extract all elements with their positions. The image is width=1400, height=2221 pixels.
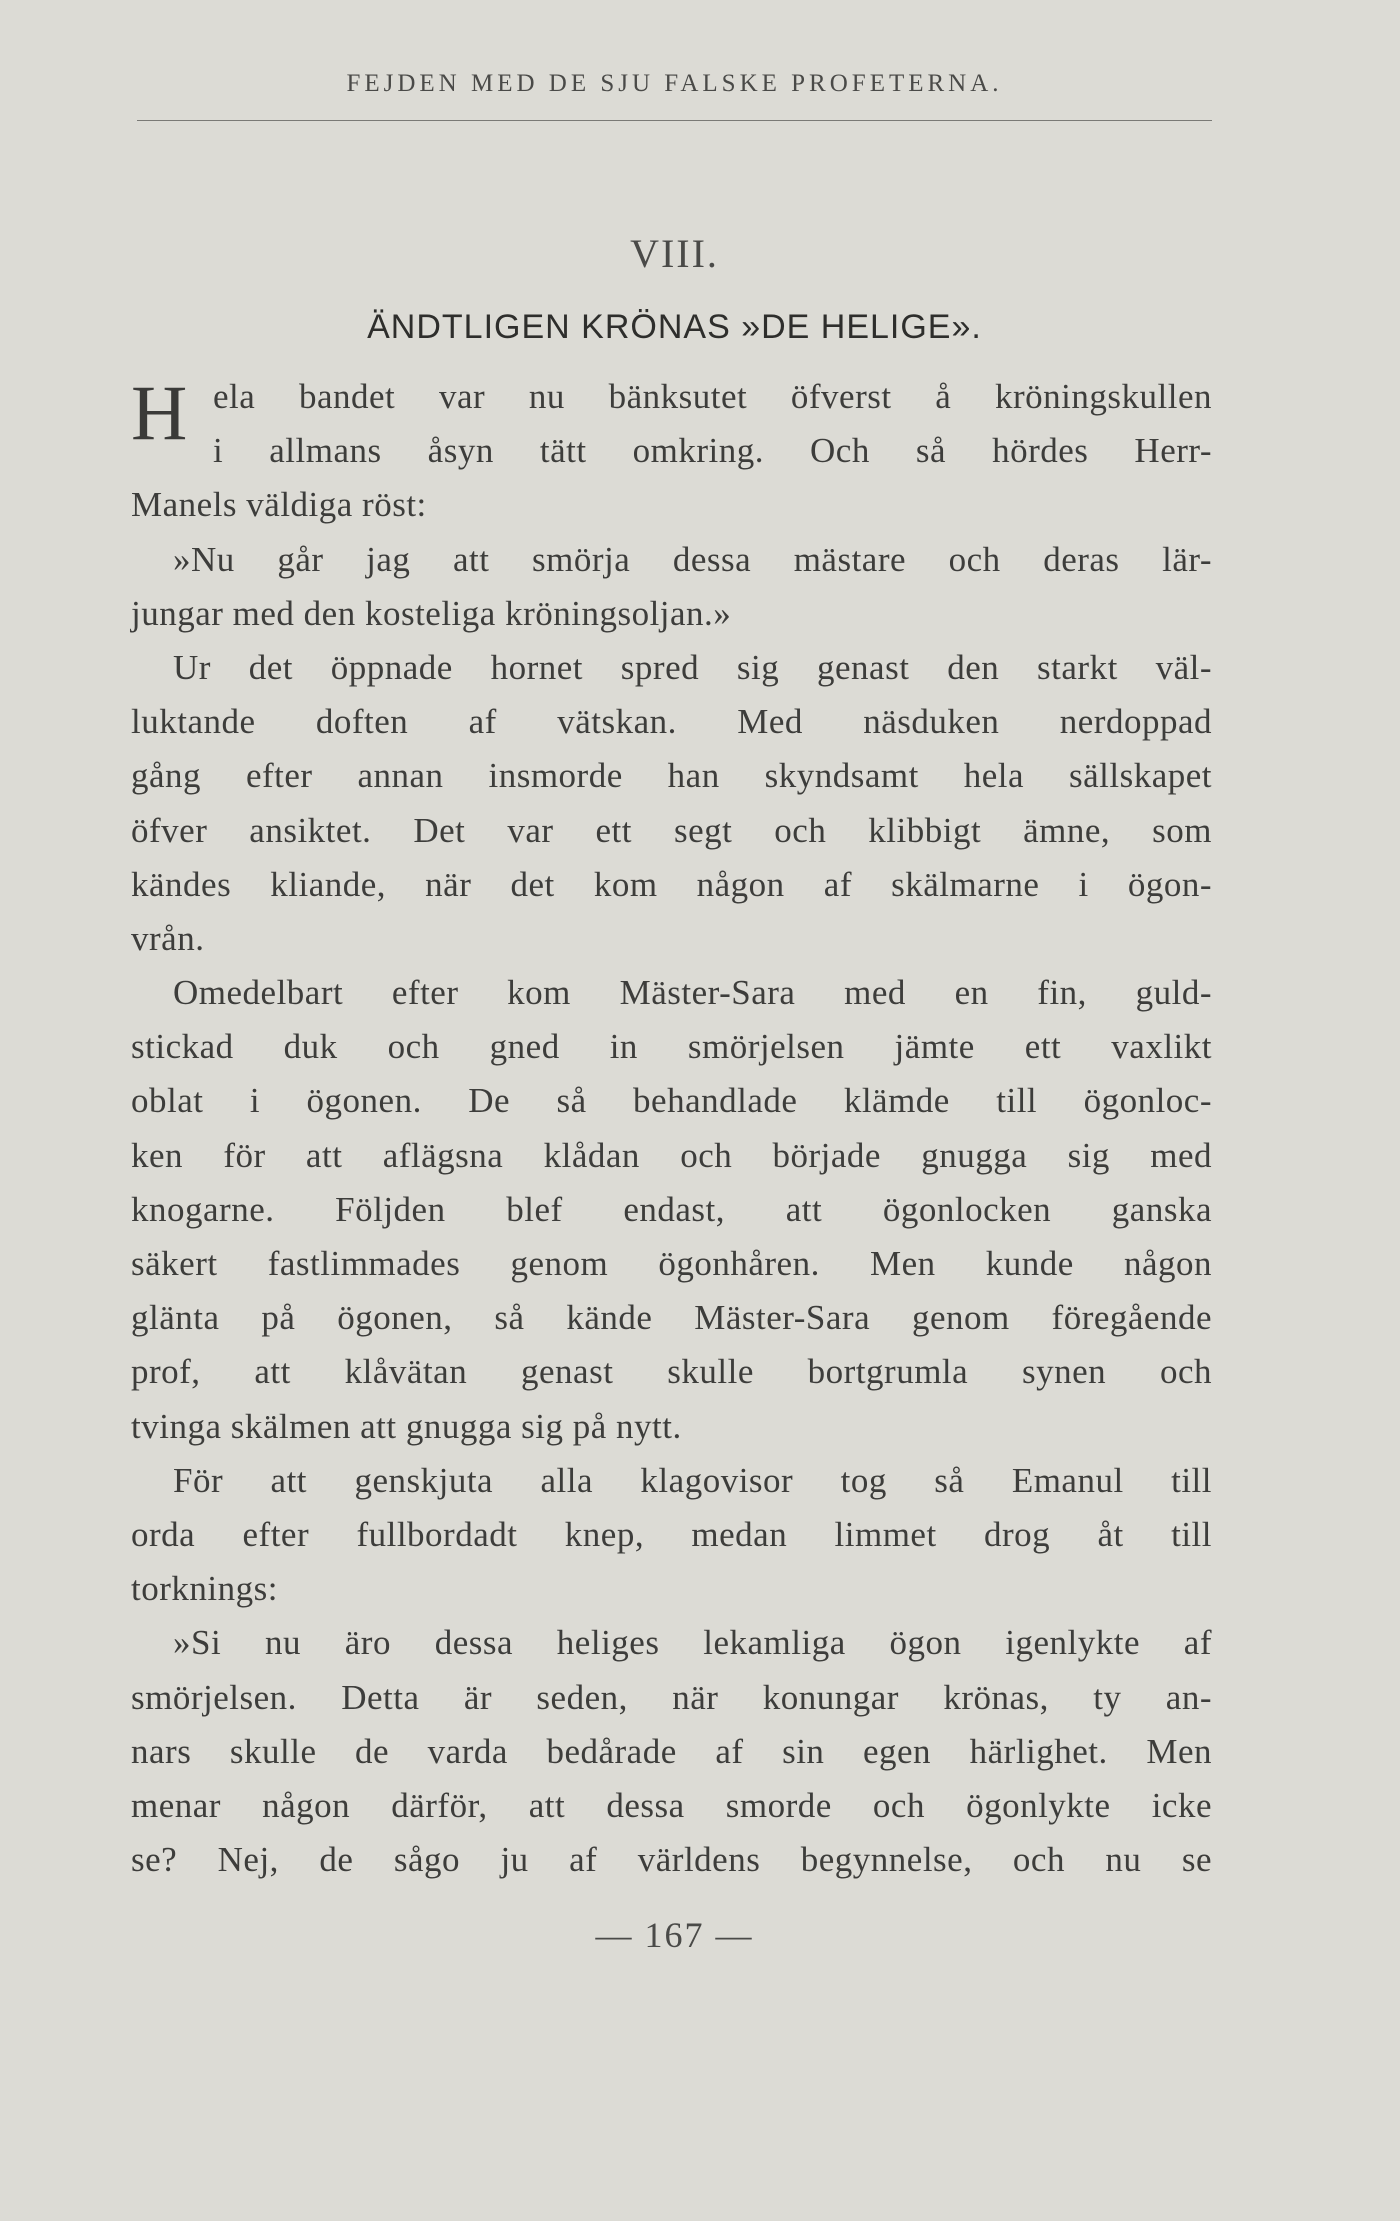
text-line: ken för att aflägsna klådan och började gnugga sig med xyxy=(131,1135,1212,1175)
text-line: gång efter annan insmorde han skyndsamt hela sällskapet xyxy=(131,756,1212,796)
text-line: »Si nu äro dessa heliges lekamliga ögon igenlykte af xyxy=(173,1623,1212,1663)
body-text xyxy=(131,370,1212,1887)
text-line: se? Nej, de sågo ju af världens begynnelse, och nu se xyxy=(131,1840,1212,1880)
text-line: stickad duk och gned in smörjelsen jämte ett vaxlikt xyxy=(131,1027,1212,1067)
header-rule xyxy=(137,120,1212,121)
drop-cap: H xyxy=(131,369,188,456)
text-line: För att genskjuta alla klagovisor tog så Emanul till xyxy=(173,1460,1212,1500)
text-line: luktande doften af vätskan. Med näsduken nerdoppad xyxy=(131,702,1212,742)
text-line: orda efter fullbordadt knep, medan limmet drog åt till xyxy=(131,1514,1212,1554)
text-line: nars skulle de varda bedårade af sin egen härlighet. Men xyxy=(131,1731,1212,1771)
page-number: — 167 — xyxy=(595,1915,754,1955)
text-line: vrån. xyxy=(131,918,205,958)
text-line: smörjelsen. Detta är seden, när konungar krönas, ty an- xyxy=(131,1677,1212,1717)
text-line: knogarne. Följden blef endast, att ögonlocken ganska xyxy=(131,1189,1212,1229)
text-line: glänta på ögonen, så kände Mäster-Sara genom föregående xyxy=(131,1298,1212,1338)
text-line: prof, att klåvätan genast skulle bortgrumla synen och xyxy=(131,1352,1212,1392)
text-line: jungar med den kosteliga kröningsoljan.» xyxy=(131,593,732,633)
text-line: i allmans åsyn tätt omkring. Och så hördes Herr- xyxy=(213,431,1212,471)
running-head: FEJDEN MED DE SJU FALSKE PROFETERNA. xyxy=(346,70,1003,97)
text-line: säkert fastlimmades genom ögonhåren. Men kunde någon xyxy=(131,1244,1212,1283)
text-line: öfver ansiktet. Det var ett segt och klibbigt ämne, som xyxy=(131,810,1212,850)
chapter-title: ÄNDTLIGEN KRÖNAS »DE HELIGE». xyxy=(367,308,982,346)
text-line: kändes kliande, när det kom någon af skälmarne i ögon- xyxy=(131,864,1212,904)
text-line: menar någon därför, att dessa smorde och ögonlykte icke xyxy=(131,1785,1212,1825)
text-line: tvinga skälmen att gnugga sig på nytt. xyxy=(131,1406,682,1446)
text-line: ela bandet var nu bänksutet öfverst å kröningskullen xyxy=(213,377,1212,416)
text-line: Manels väldiga röst: xyxy=(131,485,427,525)
text-line: »Nu går jag att smörja dessa mästare och deras lär- xyxy=(173,539,1212,579)
text-line: Omedelbart efter kom Mäster-Sara med en fin, guld- xyxy=(173,973,1212,1013)
chapter-number: VIII. xyxy=(630,231,719,276)
text-line: oblat i ögonen. De så behandlade klämde till ögonloc- xyxy=(131,1081,1212,1121)
text-line: torknings: xyxy=(131,1569,278,1609)
text-line: Ur det öppnade hornet spred sig genast den starkt väl- xyxy=(173,647,1212,687)
